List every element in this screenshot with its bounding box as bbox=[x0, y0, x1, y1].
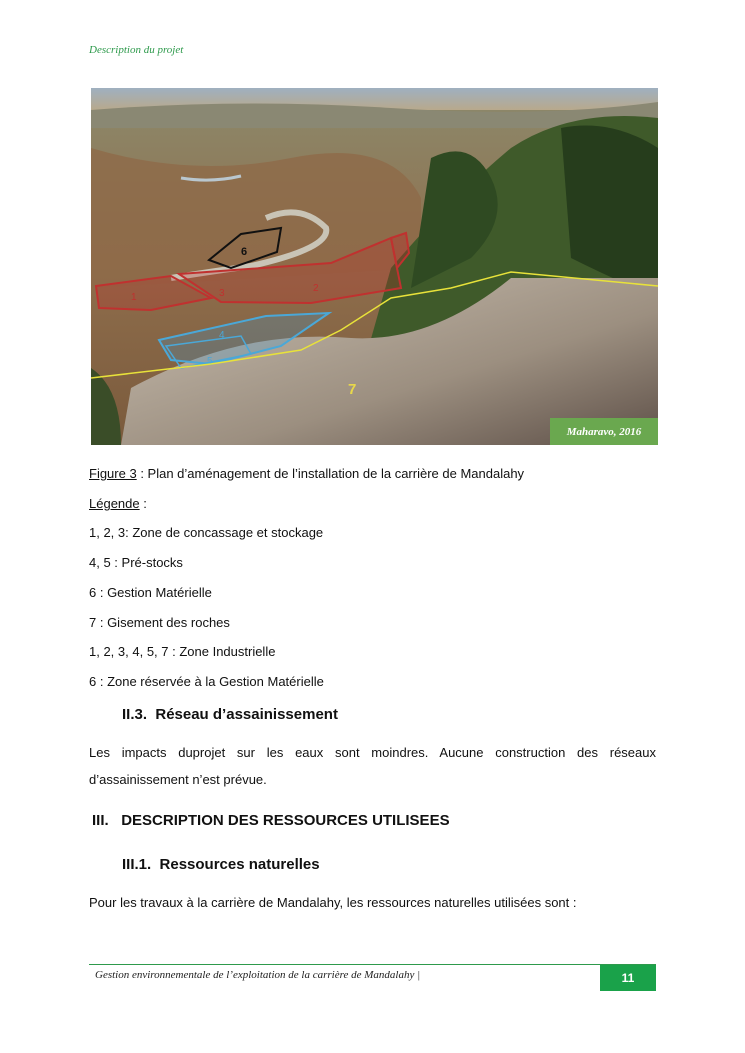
section-iii1-paragraph: Pour les travaux à la carrière de Mandalahy, les ressources naturelles utilisées sont : bbox=[89, 895, 577, 910]
legend-item: 6 : Zone réservée à la Gestion Matérielle bbox=[89, 674, 324, 689]
legend-item: 1, 2, 3, 4, 5, 7 : Zone Industrielle bbox=[89, 644, 276, 659]
quarry-landscape-image bbox=[91, 88, 658, 445]
running-header: Description du projet bbox=[89, 44, 184, 56]
footer-divider bbox=[89, 964, 656, 965]
quarry-site-photo bbox=[91, 88, 658, 445]
figure-caption-text: : Plan d’aménagement de l’installation de la carrière de Mandalahy bbox=[136, 466, 525, 481]
zone-4-label: 4 bbox=[219, 330, 225, 341]
page-number: 11 bbox=[600, 965, 656, 991]
legend-item: 4, 5 : Pré-stocks bbox=[89, 555, 183, 570]
footer-text: Gestion environnementale de l’exploitation de la carrière de Mandalahy | bbox=[95, 969, 421, 981]
zone-1-label: 1 bbox=[131, 292, 137, 303]
photo-credit: Maharavo, 2016 bbox=[550, 418, 658, 445]
zone-7-label: 7 bbox=[348, 381, 357, 398]
figure-ref: Figure 3 bbox=[89, 466, 137, 481]
section-heading-iii1: III.1. Ressources naturelles bbox=[122, 856, 320, 873]
zone-2-label: 2 bbox=[313, 283, 319, 294]
zone-6-label: 6 bbox=[241, 246, 248, 258]
zone-3-label: 3 bbox=[219, 288, 225, 299]
section-heading-ii3: II.3. Réseau d’assainissement bbox=[122, 706, 338, 723]
legend-item: 6 : Gestion Matérielle bbox=[89, 585, 212, 600]
section-heading-iii: III. DESCRIPTION DES RESSOURCES UTILISEES bbox=[92, 812, 450, 829]
legend-item: 7 : Gisement des roches bbox=[89, 615, 230, 630]
figure-caption bbox=[89, 466, 524, 482]
section-ii3-paragraph: Les impacts duprojet sur les eaux sont moindres. Aucune construction des réseaux d’assainissement n’est prévue. bbox=[89, 745, 656, 787]
legend-item: 1, 2, 3: Zone de concassage et stockage bbox=[89, 525, 324, 540]
legend-title: Légende : bbox=[89, 496, 147, 511]
zone-5-label: 5 bbox=[207, 356, 213, 367]
